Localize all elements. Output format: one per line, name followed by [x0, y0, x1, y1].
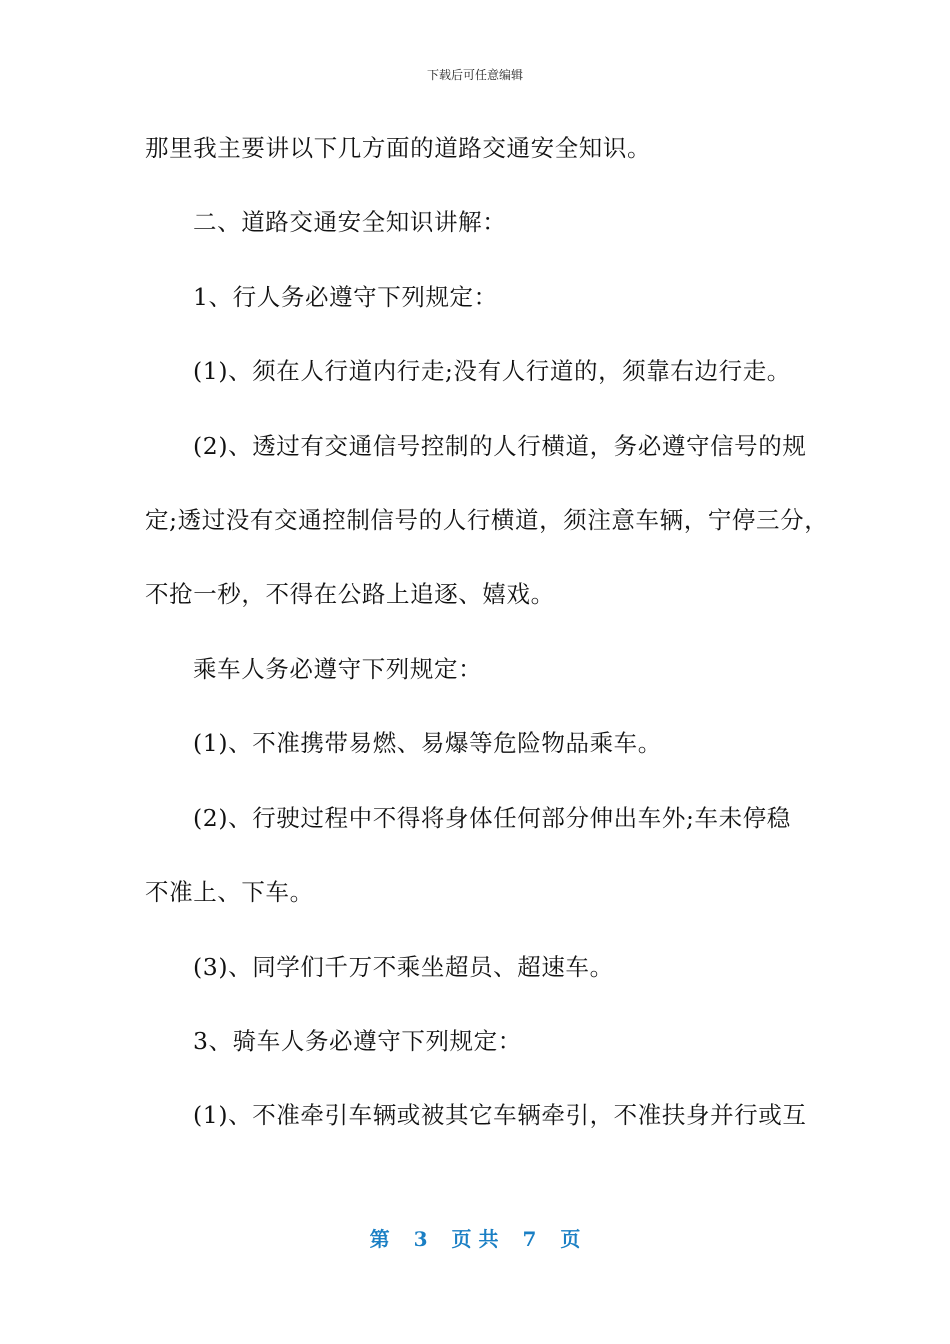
subsection-heading-pedestrians: 1、行人务必遵守下列规定： [193, 283, 498, 311]
rule-item-continuation: 定;透过没有交通控制信号的人行横道，须注意车辆，宁停三分， [145, 506, 829, 534]
rule-item: (1)、不准携带易燃、易爆等危险物品乘车。 [193, 729, 662, 757]
footer-prefix: 第 [369, 1227, 390, 1251]
footer-middle: 页 共 [451, 1227, 499, 1251]
rule-item: (1)、须在人行道内行走;没有人行道的，须靠右边行走。 [193, 357, 791, 385]
subsection-heading-cyclists: 3、骑车人务必遵守下列规定： [193, 1027, 522, 1055]
subsection-heading-passengers: 乘车人务必遵守下列规定： [193, 655, 483, 683]
total-pages-number: 7 [522, 1227, 537, 1251]
footer-suffix: 页 [560, 1227, 581, 1251]
page-header-note: 下载后可任意编辑 [426, 68, 523, 82]
rule-item: (2)、透过有交通信号控制的人行横道，务必遵守信号的规 [193, 432, 807, 460]
rule-item-continuation: 不准上、下车。 [145, 878, 314, 906]
rule-item: (1)、不准牵引车辆或被其它车辆牵引，不准扶身并行或互 [193, 1101, 807, 1129]
paragraph-line-1: 那里我主要讲以下几方面的道路交通安全知识。 [145, 134, 652, 162]
current-page-number: 3 [413, 1227, 428, 1251]
page-footer [0, 1226, 950, 1252]
rule-item: (3)、同学们千万不乘坐超员、超速车。 [193, 953, 614, 981]
section-heading: 二、道路交通安全知识讲解： [193, 208, 507, 236]
rule-item: (2)、行驶过程中不得将身体任何部分伸出车外;车未停稳 [193, 804, 791, 832]
rule-item-continuation: 不抢一秒，不得在公路上追逐、嬉戏。 [145, 580, 555, 608]
